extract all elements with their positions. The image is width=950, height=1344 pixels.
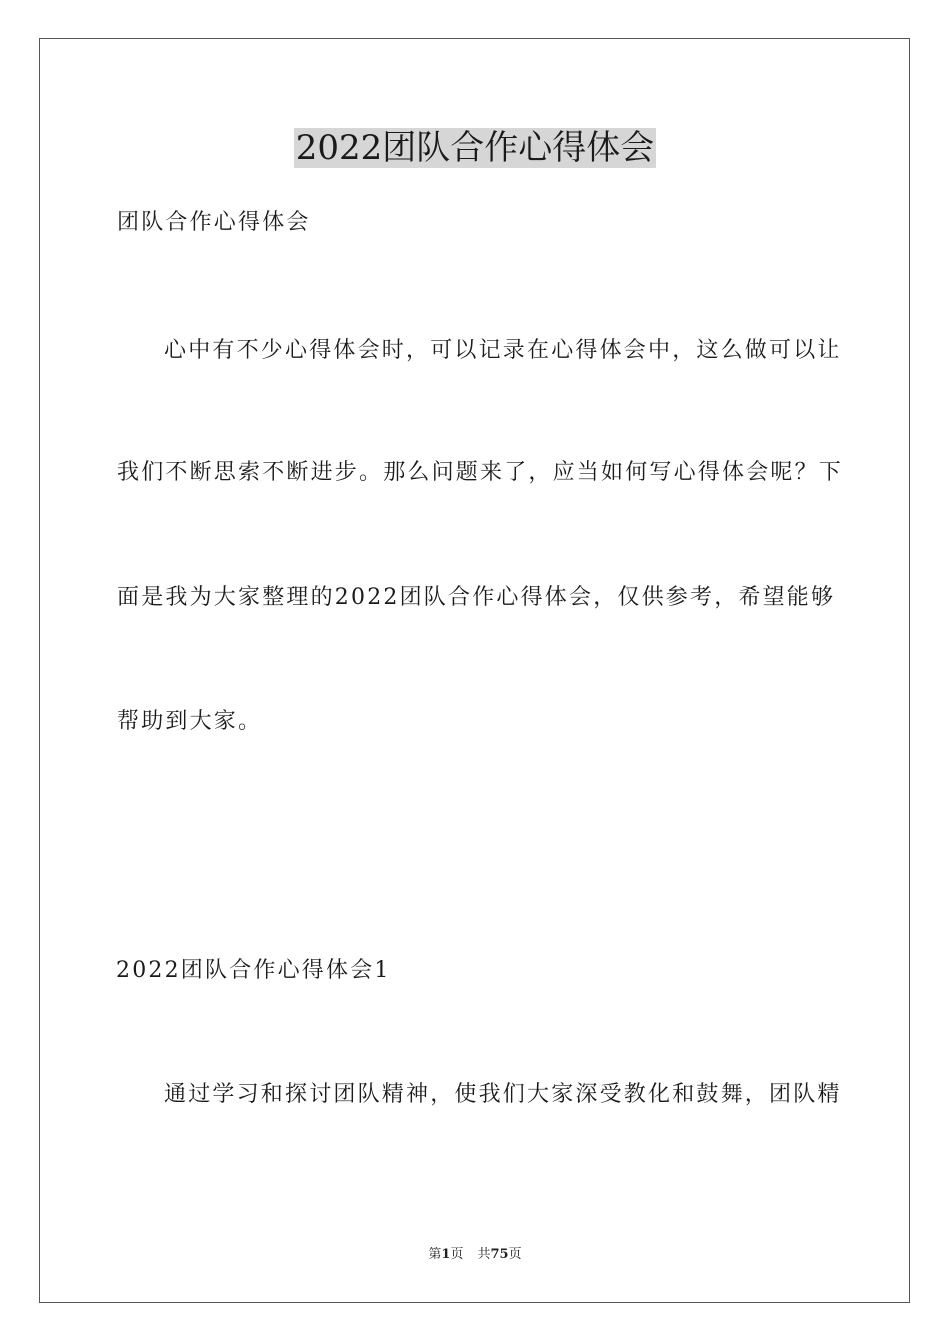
section-paragraph-line-1: 通过学习和探讨团队精神，使我们大家深受教化和鼓舞，团队精: [164, 1082, 842, 1107]
footer-total-prefix: 共: [477, 1247, 491, 1262]
intro-paragraph-line-4: 帮助到大家。: [117, 709, 263, 734]
document-subtitle: 团队合作心得体会: [117, 210, 311, 235]
intro-paragraph-line-2: 我们不断思索不断进步。那么问题来了，应当如何写心得体会呢？下: [117, 460, 844, 485]
section-heading: 2022团队合作心得体会1: [116, 958, 391, 983]
footer-total-pages: 75: [490, 1247, 509, 1262]
intro-paragraph-line-3: 面是我为大家整理的2022团队合作心得体会，仅供参考，希望能够: [117, 585, 836, 610]
document-title: [0, 124, 950, 172]
footer-page-number: 1: [441, 1247, 451, 1262]
page-footer: [0, 1246, 950, 1264]
footer-page-suffix: 页: [450, 1247, 464, 1262]
footer-total-suffix: 页: [508, 1247, 522, 1262]
document-title-text: 2022团队合作心得体会: [295, 128, 655, 168]
intro-paragraph-line-1: 心中有不少心得体会时，可以记录在心得体会中，这么做可以让: [164, 338, 842, 363]
footer-page-prefix: 第: [428, 1247, 442, 1262]
